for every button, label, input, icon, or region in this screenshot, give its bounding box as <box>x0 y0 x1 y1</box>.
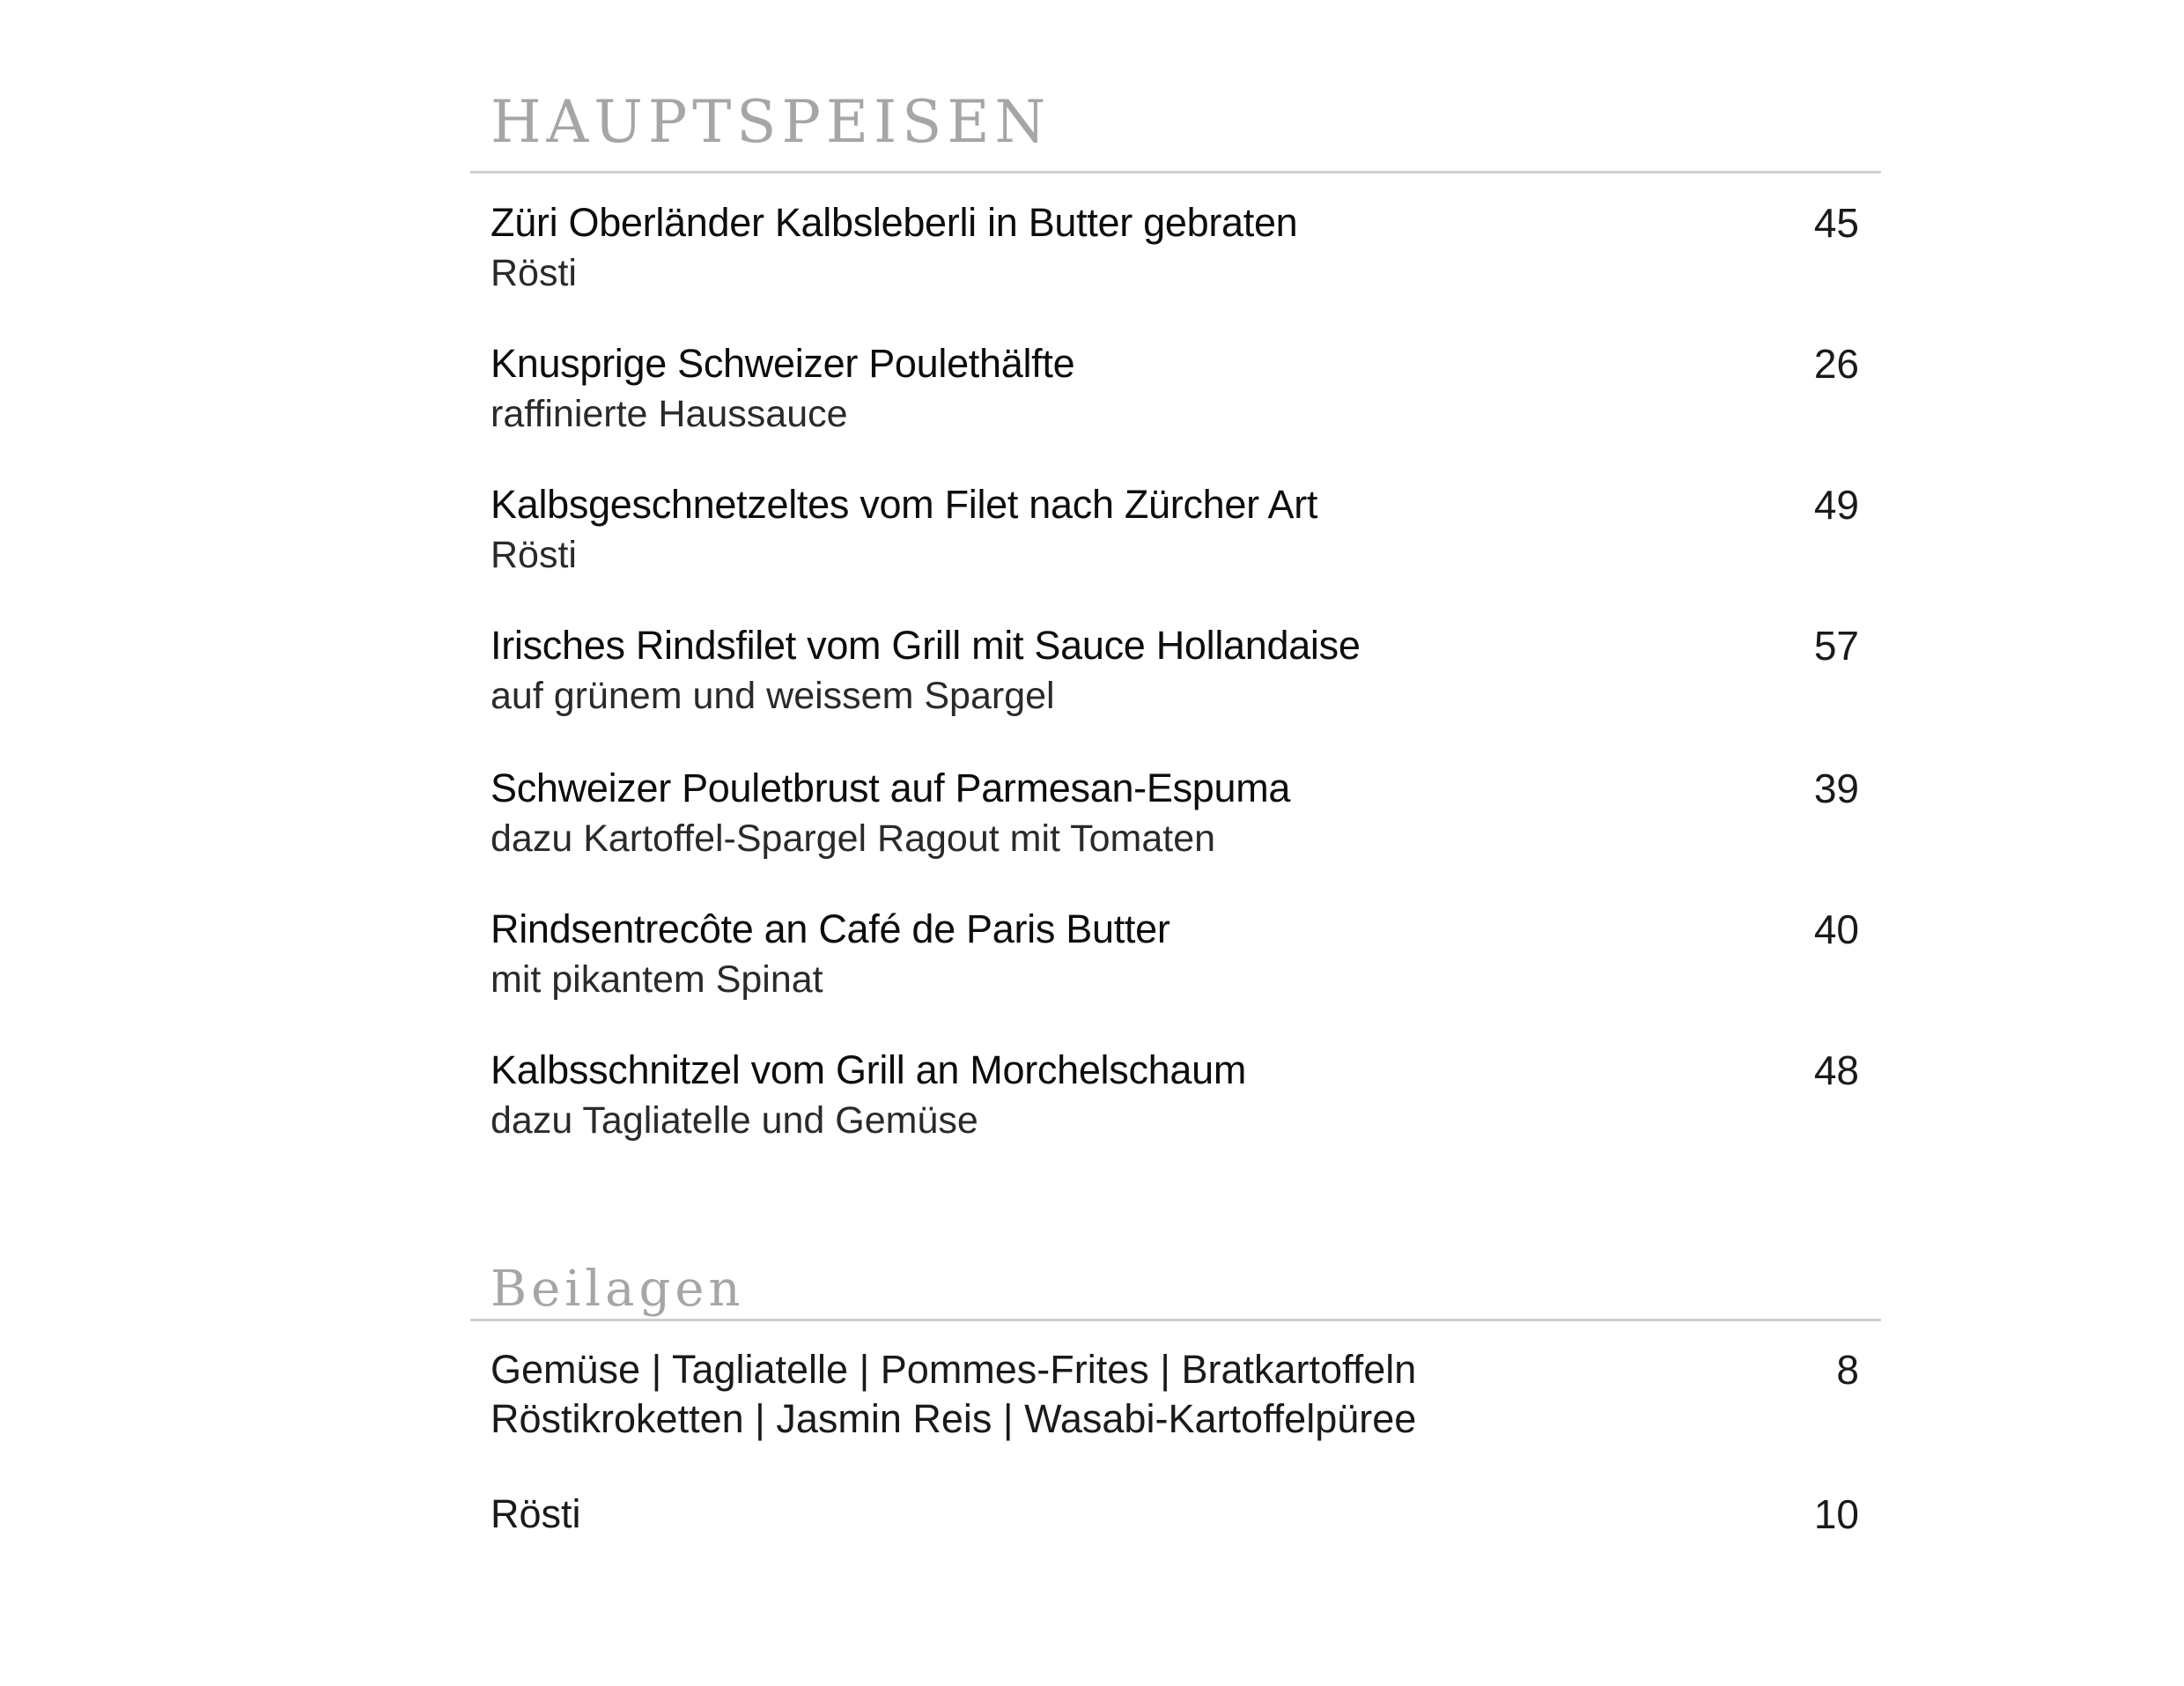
menu-item <box>491 906 1864 1001</box>
side-dish-item <box>491 1491 1864 1537</box>
side-dish-line: Gemüse | Tagliatelle | Pommes-Frites | Bratkartoffeln <box>491 1347 1417 1392</box>
side-dish-price: 10 <box>1813 1491 1859 1537</box>
menu-item-description: auf grünem und weissem Spargel <box>491 675 1055 717</box>
menu-item-name: Züri Oberländer Kalbsleberli in Butter gebraten <box>491 200 1298 245</box>
menu-item-price: 57 <box>1813 623 1859 669</box>
menu-item <box>491 625 1864 715</box>
menu-item <box>491 1047 1864 1142</box>
menu-item-price: 39 <box>1813 765 1859 811</box>
menu-item-description: dazu Kartoffel-Spargel Ragout mit Tomaten <box>491 817 1216 860</box>
side-dish-price: 8 <box>1836 1347 1859 1393</box>
menu-item-name: Kalbsgeschnetzeltes vom Filet nach Zürcher Art <box>491 482 1318 527</box>
menu-item-name: Schweizer Pouletbrust auf Parmesan-Espuma <box>491 765 1291 810</box>
menu-item-price: 40 <box>1813 906 1859 952</box>
menu-item-price: 49 <box>1813 482 1859 528</box>
menu-item <box>491 200 1864 294</box>
side-dishes-title: Beilagen <box>491 1261 745 1318</box>
side-dishes-divider <box>470 1319 1881 1321</box>
menu-item-description: Rösti <box>491 534 577 576</box>
menu-item <box>491 341 1864 435</box>
menu-item <box>491 765 1864 860</box>
main-courses-divider <box>470 171 1881 174</box>
menu-item-description: dazu Tagliatelle und Gemüse <box>491 1099 978 1142</box>
side-dish-item <box>491 1347 1864 1441</box>
menu-item-price: 45 <box>1813 200 1859 246</box>
menu-item-name: Knusprige Schweizer Poulethälfte <box>491 341 1075 386</box>
side-dish-line: Röstikroketten | Jasmin Reis | Wasabi-Kartoffelpüree <box>491 1396 1417 1441</box>
menu-item-description: raffinierte Haussauce <box>491 393 848 435</box>
main-courses-title: HAUPTSPEISEN <box>491 88 1051 156</box>
menu-item <box>491 484 1864 574</box>
menu-item-name: Rindsentrecôte an Café de Paris Butter <box>491 906 1170 951</box>
side-dish-line: Rösti <box>491 1491 581 1536</box>
menu-item-name: Kalbsschnitzel vom Grill an Morchelschaum <box>491 1047 1247 1092</box>
menu-item-name: Irisches Rindsfilet vom Grill mit Sauce Hollandaise <box>491 623 1361 668</box>
menu-item-price: 48 <box>1813 1047 1859 1093</box>
menu-item-description: mit pikantem Spinat <box>491 958 823 1001</box>
menu-item-description: Rösti <box>491 252 577 294</box>
menu-item-price: 26 <box>1813 341 1859 387</box>
